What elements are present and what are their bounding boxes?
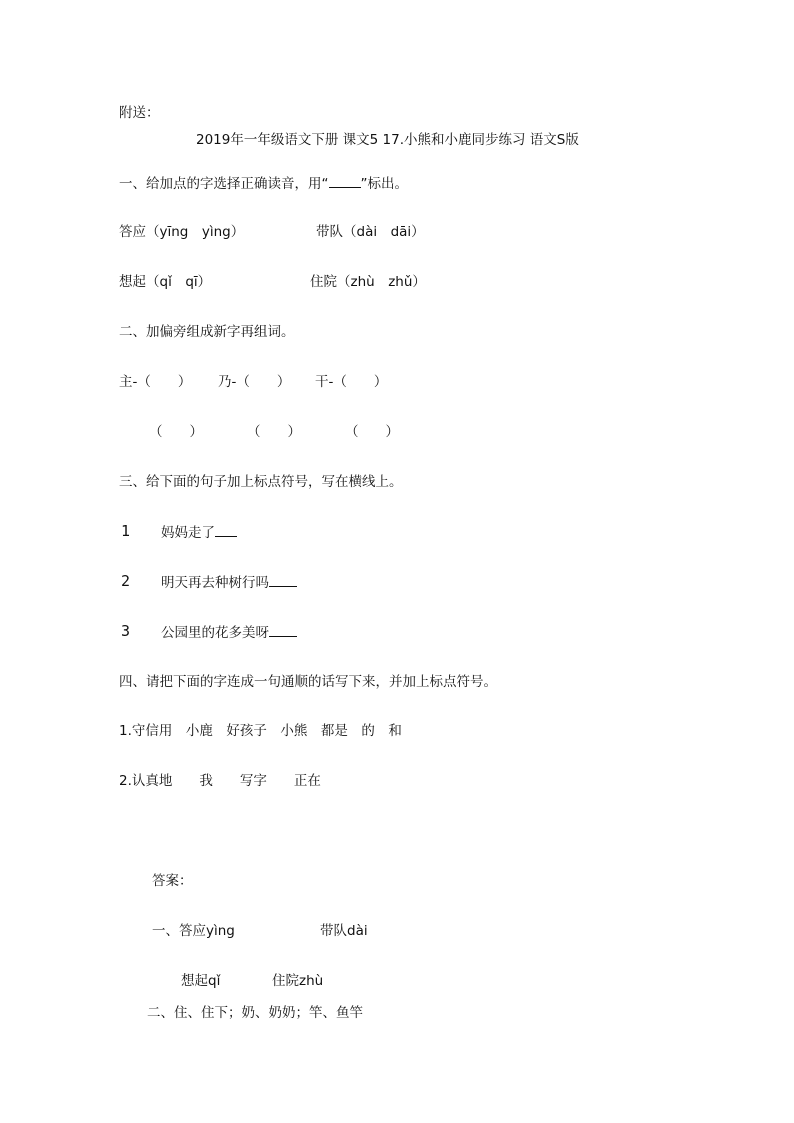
answer-blank xyxy=(269,573,297,587)
answer-line: 二、住、住下；奶、奶奶；竿、鱼竿 xyxy=(147,1005,363,1021)
word-blank: （ ） xyxy=(247,424,301,440)
item-number: 2 xyxy=(121,572,131,590)
answer-line: 住院zhù xyxy=(272,973,324,989)
pinyin-choice-item: 住院（zhù zhǔ） xyxy=(310,274,426,290)
page-title: 2019年一年级语文下册 课文5 17.小熊和小鹿同步练习 语文S版 xyxy=(196,132,579,148)
section1-heading-prefix: 一、给加点的字选择正确读音，用“ xyxy=(119,176,329,192)
sentence-item xyxy=(161,573,297,592)
answer-blank xyxy=(269,623,297,637)
pinyin-choice-item: 带队（dài dāi） xyxy=(316,224,425,240)
radical-item: 干-（ ） xyxy=(315,374,388,390)
sentence-text: 妈妈走了 xyxy=(161,525,215,541)
answer-blank xyxy=(215,523,237,537)
answer-blank xyxy=(329,174,361,188)
answers-label: 答案： xyxy=(152,873,193,889)
section1-heading xyxy=(119,174,408,193)
sentence-item xyxy=(161,523,237,542)
word-blank: （ ） xyxy=(149,424,203,440)
section1-heading-suffix: ”标出。 xyxy=(360,176,408,192)
section3-heading: 三、给下面的句子加上标点符号，写在横线上。 xyxy=(119,474,403,490)
radical-item: 主-（ ） xyxy=(119,374,192,390)
sentence-text: 明天再去种树行吗 xyxy=(161,575,269,591)
answer-line: 想起qǐ xyxy=(181,973,221,989)
word-order-item: 2.认真地 我 写字 正在 xyxy=(119,773,321,789)
radical-item: 乃-（ ） xyxy=(218,374,291,390)
section2-heading: 二、加偏旁组成新字再组词。 xyxy=(119,324,295,340)
section4-heading: 四、请把下面的字连成一句通顺的话写下来，并加上标点符号。 xyxy=(119,674,497,690)
pinyin-choice-item: 答应（yīng yìng） xyxy=(119,224,245,240)
answer-line: 一、答应yìng xyxy=(152,923,235,939)
attachment-label: 附送： xyxy=(119,105,160,121)
item-number: 1 xyxy=(121,522,131,540)
pinyin-choice-item: 想起（qǐ qī） xyxy=(119,274,212,290)
sentence-item xyxy=(161,623,297,642)
sentence-text: 公园里的花多美呀 xyxy=(161,625,269,641)
word-order-item: 1.守信用 小鹿 好孩子 小熊 都是 的 和 xyxy=(119,723,402,739)
answer-line: 带队dài xyxy=(320,923,368,939)
word-blank: （ ） xyxy=(345,424,399,440)
item-number: 3 xyxy=(121,622,131,640)
